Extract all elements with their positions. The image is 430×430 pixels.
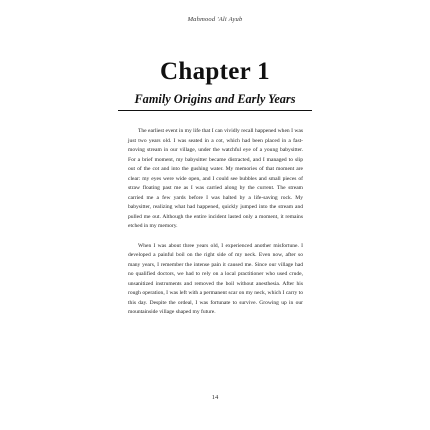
paragraph-1: The earliest event in my life that I can vividly recall happened when I was just two years old. I was seated in a cot, which had been placed in a fast-moving stream in our village, under the watchful eye of a young babysitter. For a brief moment, my babysitter became distracted, and I managed to slip out of the cot and into the gushing water. My memories of that moment are clear: my eyes were wide open, and I could see bubbles and small pieces of straw floating past me as I was carried along by the current. The stream carried me a few yards before I was halted by a life-saving rock. My babysitter, realizing what had happened, quickly jumped into the stream and pulled me out. Although the entire incident lasted only a moment, it remains etched in my memory. [128, 128, 303, 229]
page-number: 14 [211, 394, 219, 401]
chapter-title: Chapter 1 [160, 58, 270, 85]
chapter-subtitle: Family Origins and Early Years [134, 92, 296, 106]
running-header: Mahmood 'Ali Ayub [187, 16, 243, 23]
body-text [128, 127, 303, 328]
paragraph-2: When I was about three years old, I experienced another misfortune. I developed a painful boil on the right side of my neck. Even now, after so many years, I remember the intense pain it caused me. Since our village had no qualified doctors, we had to rely on a local practitioner who used crude, unsanitized instruments and removed the boil without anesthesia. After his rough operation, I was left with a permanent scar on my neck, which I carry to this day. Despite the ordeal, I was fortunate to survive. Growing up in our mountainside village shaped my future. [128, 242, 303, 315]
chapter-subtitle-underline [118, 90, 312, 111]
